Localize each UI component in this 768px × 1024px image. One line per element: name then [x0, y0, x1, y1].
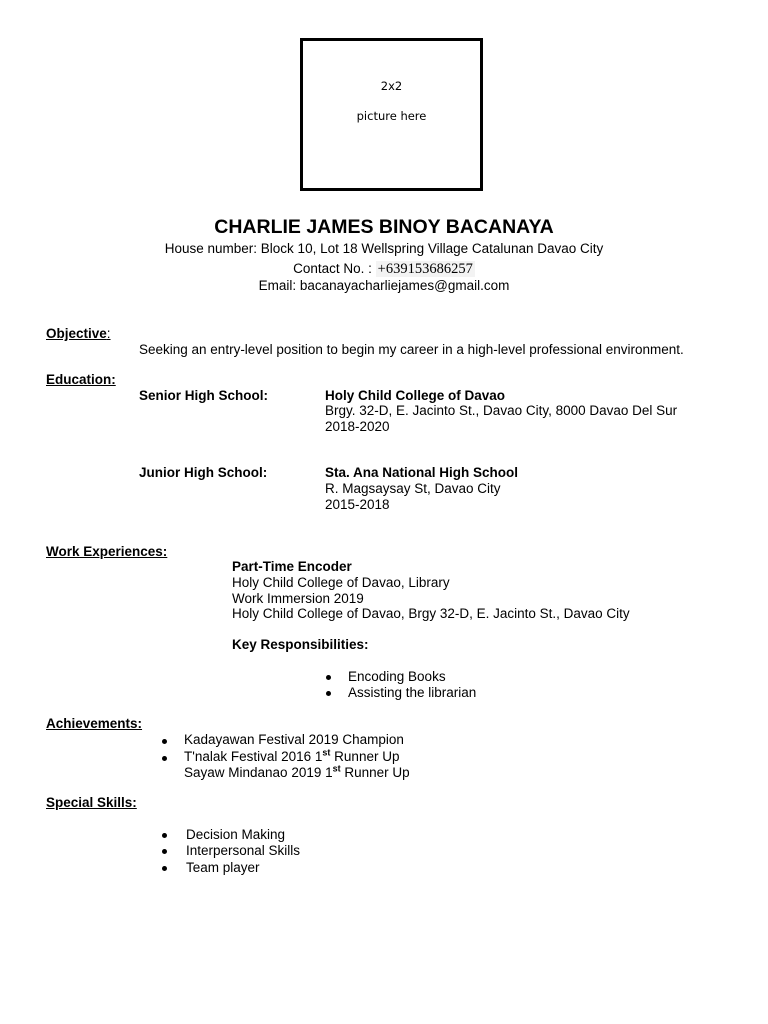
work-heading: Work Experiences: [46, 544, 168, 559]
junior-high-school: Sta. Ana National High School [325, 465, 519, 480]
achievement-item-1: Kadayawan Festival 2019 Champion [184, 732, 404, 747]
photo-caption: picture here [356, 109, 427, 123]
junior-high-label: Junior High School: [139, 465, 268, 480]
senior-high-label: Senior High School: [139, 388, 269, 403]
objective-heading: Objective [46, 326, 107, 341]
bullet-icon [326, 675, 331, 680]
photo-placeholder [300, 38, 483, 191]
junior-high-years: 2015-2018 [325, 497, 390, 512]
responsibilities-heading: Key Responsibilities: [232, 637, 369, 652]
email-line: Email: bacanayacharliejames@gmail.com [258, 278, 510, 293]
work-program: Work Immersion 2019 [232, 591, 364, 606]
objective-heading-wrap [46, 326, 111, 341]
objective-text: Seeking an entry-level position to begin my career in a high-level professional environment. [139, 342, 684, 357]
applicant-name: CHARLIE JAMES BINOY BACANAYA [214, 216, 554, 238]
junior-high-address: R. Magsaysay St, Davao City [325, 481, 501, 496]
contact-label: Contact No. : [293, 261, 376, 276]
photo-size-label: 2x2 [380, 79, 403, 93]
contact-line [0, 261, 768, 278]
bullet-icon [162, 756, 167, 761]
bullet-icon [162, 739, 167, 744]
address-line: House number: Block 10, Lot 18 Wellspring Village Catalunan Davao City [164, 241, 604, 256]
bullet-icon [162, 849, 167, 854]
work-employer: Holy Child College of Davao, Library [232, 575, 450, 590]
achievement-item-3: Sayaw Mindanao 2019 1st Runner Up [184, 763, 410, 780]
skills-heading: Special Skills: [46, 795, 137, 810]
bullet-icon [326, 691, 331, 696]
bullet-icon [162, 833, 167, 838]
education-heading: Education: [46, 372, 116, 387]
senior-high-years: 2018-2020 [325, 419, 390, 434]
senior-high-school: Holy Child College of Davao [325, 388, 506, 403]
work-address: Holy Child College of Davao, Brgy 32-D, E. Jacinto St., Davao City [232, 606, 630, 621]
senior-high-address: Brgy. 32-D, E. Jacinto St., Davao City, 8000 Davao Del Sur [325, 403, 678, 418]
objective-colon: : [106, 326, 111, 341]
achievements-heading: Achievements: [46, 716, 143, 731]
bullet-icon [162, 866, 167, 871]
work-title: Part-Time Encoder [232, 559, 352, 574]
achievement-item-2: T'nalak Festival 2016 1st Runner Up [184, 747, 400, 764]
contact-number: +639153686257 [377, 261, 473, 277]
